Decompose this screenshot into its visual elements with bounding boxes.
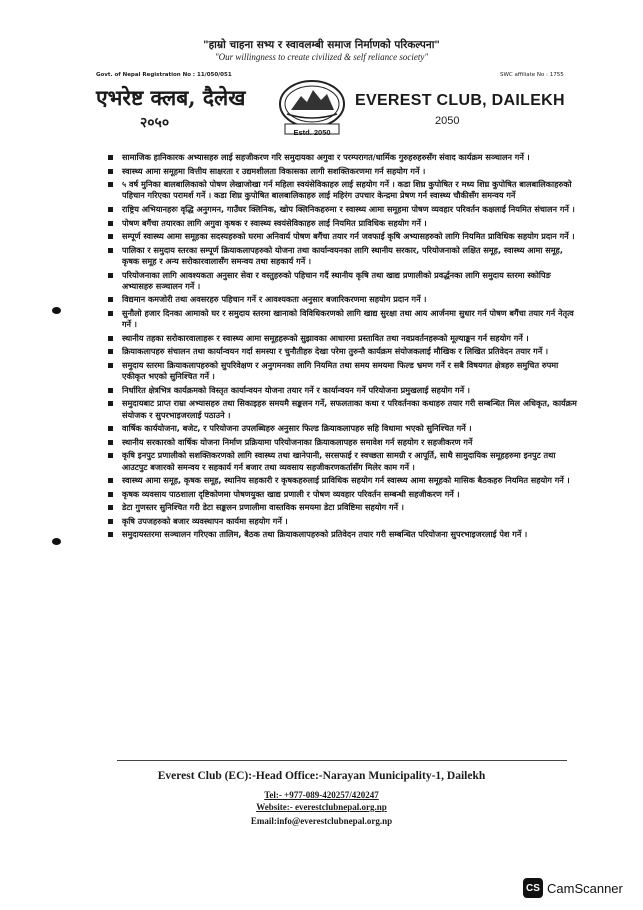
bullet-icon [108,297,113,302]
bullet-icon [108,532,113,537]
list-item: सम्पूर्ण स्वास्थ्य आमा समूहका सदस्यहरुको घरमा अनिवार्य पोषण बगैंचा तयार गर्न जवफाई कृषि अभ्यासहरुको लागि नियमित प्राविधिक सहयोग प्रदान गर्ने । [108,231,578,242]
responsibilities-list [108,152,578,543]
list-item: स्थानीय तहका सरोकारवालाहरू र स्वास्थ्य आमा समूहहरूको सुझावका आधारमा प्रस्तावित तथा नवप्रवर्तनहरूको मूल्याङ्कन गर्न सहयोग गर्ने । [108,333,578,344]
list-item: वार्षिक कार्ययोजना, बजेट, र परियोजना उपलब्धिहरु अनुसार फिल्ड क्रियाकलापहरु सहि विधामा भएको सुनिश्चित गर्ने । [108,423,578,434]
bullet-icon [108,349,113,354]
org-year-nepali: २०५० [140,115,170,131]
bullet-icon [108,401,113,406]
list-item: राष्ट्रिय अभियानहरुः वृद्धि अनुगमन, गाउँघर क्लिनिक, खोप क्लिनिकहरुमा र स्वास्थ्य आमा समूहमा पोषण व्यवहार परिवर्तन कक्षलाई नियमित संचालन गर्ने । [108,204,578,215]
established-label: Estd. 2050 [293,128,331,137]
bullet-icon [108,155,113,160]
motto-english: "Our willingness to create civilized & self reliance society" [214,52,429,62]
list-item: स्थानीय सरकारको वार्षिक योजना निर्माण प्रक्रियामा परियोजनाका क्रियाकलापहरु समावेश गर्न सहयोग र सहजीकरण गर्ने [108,437,578,448]
footer-divider [117,760,567,761]
list-item: स्वास्थ्य आमा समूह, कृषक समूह, स्थानिय सहकारी र कृषकहरुलाई प्राविधिक सहयोग गर्न स्वास्थ्य आमा समूहको मासिक बैठकहरु नियमित सहयोग गर्ने । [108,475,578,486]
bullet-icon [108,478,113,483]
org-name-english: EVEREST CLUB, DAILEKH [355,92,565,109]
footer-website: Website:- everestclubnepal.org.np [256,802,387,812]
registration-number: Govt. of Nepal Registration No : 11/050/051 [96,72,232,78]
list-item: डेटा गुणस्तर सुनिश्चित गरी डेटा सङ्कलन प्रणालीमा वास्तविक समयमा डेटा प्रविष्टिमा सहयोग गर्ने । [108,502,578,513]
bullet-icon [108,248,113,253]
list-item: समुदाय स्तरमा क्रियाकलापहरुको सुपरिवेक्षण र अनुगमनका लागि नियमित तथा समय समयमा फिल्ड भ्रमण गर्ने र सबै विषयगत क्षेत्रहरु समुचित रुपमा एकीकृत भएको सुनिश्चित गर्ने । [108,360,578,382]
camscanner-icon: CS [523,878,543,898]
bullet-icon [108,492,113,497]
bullet-icon [108,453,113,458]
bullet-icon [108,221,113,226]
bullet-icon [108,311,113,316]
list-item: कृषि इनपुट प्रणालीको सशक्तिकरणको लागि स्वास्थ्य तथा खानेपानी, सरसफाई र स्वच्छता सामग्री र आपूर्ति, साथै सामुदायिक समूहहरुमा इनपुट तथा आउटपुट बजारको समन्वय र सहकार्य गर्न बजार तथा व्यवसाय सहजीकरणकर्तासँग मिलेर काम गर्ने । [108,450,578,472]
bullet-icon [108,273,113,278]
list-item: कृषक व्यवसाय पाठशाला दृष्टिकोणमा पोषणयुक्त खाद्य प्रणाली र पोषण व्यवहार परिवर्तन सम्बन्धी सहजीकरण गर्ने । [108,489,578,500]
list-item: निर्धारित क्षेत्रभित्र कार्यक्रमको विस्तृत कार्यान्वयन योजना तयार गर्ने र कार्यान्वयन गर्ने परियोजना प्रमुखलाई सहयोग गर्ने । [108,385,578,396]
camscanner-watermark [523,878,623,898]
list-item: विद्यमान कमजोरी तथा अवसरहरु पहिचान गर्ने र आवश्यकता अनुसार बजारिकरणमा सहयोग प्रदान गर्ने । [108,294,578,305]
bullet-icon [108,505,113,510]
list-item: ५ वर्ष मुनिका बालबालिकाको पोषण लेखाजोखा गर्न महिला स्वयंसेविकाहरु लाई सहयोग गर्ने । कडा शिघ्र कुपोषित र मध्य शिघ्र कुपोषित बालबालिकाहरुको पहिचान गरिएका परामर्श गर्ने । कडा शिघ्र कुपोषित बालबालिकाहरु लाई महिरंग उपचार केन्द्रमा प्रेषण गर्न स्वास्थ्य चौकीसँग समन्वय गर्ने [108,179,578,201]
list-item: पोषण बगैंचा तयारका लागि अगुवा कृषक र स्वास्थ्य स्वयंसेविकाहरु लाई नियमित प्राविधिक सहयोग गर्ने । [108,218,578,229]
punch-hole-mark [52,307,61,314]
list-item: क्रियाकलापहरु संचालन तथा कार्यान्वयन गर्दा समस्या र चुनौतीहरु देखा परेमा तुरुन्तै कार्यक्रम संयोजकलाई मौखिक र लिखित प्रतिवेदन तयार गर्ने । [108,346,578,357]
list-item: स्वास्थ्य आमा समूहमा वित्तीय साक्षरता र उद्यमशीलता विकासका लागी सशक्तिकरणमा गर्न सहयोग गर्ने । [108,166,578,177]
motto-nepali: "हाम्रो चाहना सभ्य र स्वावलम्बी समाज निर्माणको परिकल्पना" [203,39,440,51]
bullet-icon [108,440,113,445]
footer-head-office: Everest Club (EC):-Head Office:-Narayan Municipality-1, Dailekh [157,770,486,782]
list-item: समुदायस्तरमा सञ्चालन गरिएका तालिम, बैठक तथा क्रियाकलापहरुको प्रतिवेदन तयार गरी सम्बन्धित परियोजना सुपरभाइजरलाई पेश गर्ने । [108,529,578,540]
list-item: सुनौलो हजार दिनका आमाको घर र समुदाय स्तरमा खानाको विविधिकरणको लागि खाद्य सुरक्षा तथा आय आर्जनमा सुधार गर्न पोषण बगैंचा तयार गर्न नेतृत्व गर्ने । [108,308,578,330]
bullet-icon [108,234,113,239]
org-year-english: 2050 [435,115,460,127]
bullet-icon [108,207,113,212]
list-item: परियोजनाका लागि आवश्यकता अनुसार सेवा र वस्तुहरुको पहिचान गर्दै स्थानीय कृषि तथा खाद्य प्रणालीको प्रवर्द्धनका लागि समुदाय स्तरमा स्कोपिङ अभ्यासहरु सञ्चालन गर्ने । [108,270,578,292]
list-item: समुदायबाट प्राप्त राम्रा अभ्यासहरु तथा सिकाइहरु समयमै सङ्कलन गर्ने, सफलताका कथा र परिवर्तनका कथाहरु तयार गरी सम्बन्धित मिल अधिकृत, कार्यक्रम संयोजक र सुपरभाइजरलाई पठाउने । [108,398,578,420]
bullet-icon [108,169,113,174]
bullet-icon [108,363,113,368]
camscanner-label: CamScanner [547,880,623,896]
punch-hole-mark [52,538,61,545]
footer-telephone: Tel:- +977-089-420257/420247 [264,790,379,800]
list-item: कृषि उपजहरुको बजार व्यवस्थापन कार्यमा सहयोग गर्ने । [108,516,578,527]
swc-affiliate-number: SWC affiliate No : 1755 [500,72,564,78]
bullet-icon [108,336,113,341]
bullet-icon [108,426,113,431]
bullet-icon [108,519,113,524]
bullet-icon [108,388,113,393]
list-item: पालिका र समुदाय स्तरका सम्पूर्ण क्रियाकलापहरुको योजना तथा कार्यान्वयनका लागि स्थानीय सरकार, परियोजनाको लक्षित समूह, स्वास्थ्य आमा समूह, कृषक समूह र अन्य सरोकारवालासँग समन्वय तथा सहकार्य गर्ने । [108,245,578,267]
org-name-nepali: एभरेष्ट क्लब, दैलेख [96,85,246,110]
bullet-icon [108,182,113,187]
list-item: सामाजिक हानिकारक अभ्यासहरु लाई सहजीकरण गरि समुदायका अगुवा र परम्परागत/धार्मिक गुरुहरुहरुसँग संवाद कार्यक्रम सञ्चालन गर्ने । [108,152,578,163]
footer-email: Email:info@everestclubnepal.org.np [250,816,393,826]
